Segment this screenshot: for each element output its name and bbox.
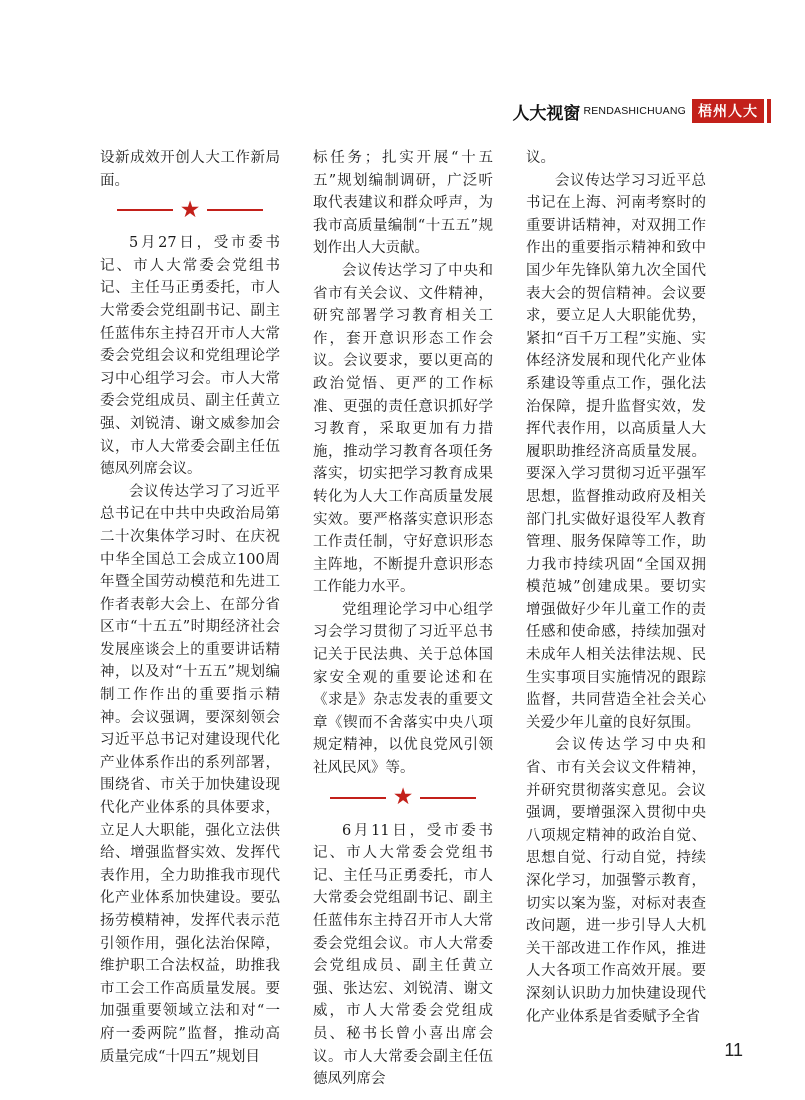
paragraph: 6月11日，受市委书记、市人大常委会党组书记、主任马正勇委托，市人大常委会党组副书记、副主任蓝伟东主持召开市人大常委会党组会议。市人大常委会党组成员、副主任黄立强、张达宏、刘锐清、谢文威，市人大常委会党组成员、秘书长曾小喜出席会议。市人大常委会副主任伍德凤列席会 (313, 822, 493, 1088)
text-column-1 (100, 147, 280, 1068)
paragraph: 设新成效开创人大工作新局面。 (100, 150, 280, 189)
magazine-logo: 梧州人大 (692, 99, 764, 123)
column-title: 人大视窗 (512, 103, 581, 124)
page-number: 11 (724, 1040, 743, 1060)
paragraph: 会议传达学习了中央和省市有关会议、文件精神，研究部署学习教育相关工作，套开意识形态工作会议。会议要求，要以更高的政治觉悟、更严的工作标准、更强的责任意识抓好学习教育，采取更加有力措施，推动学习教育各项任务落实，切实把学习教育成果转化为人大工作高质量发展实效。要严格落实意识形态工作责任制，守好意识形态主阵地，不断提升意识形态工作能力水平。 (313, 262, 493, 596)
page-header (512, 96, 771, 126)
section-divider (100, 197, 280, 223)
text-column-2 (313, 147, 493, 1091)
star-icon: ★ (179, 196, 201, 223)
paragraph: 党组理论学习中心组学习会学习贯彻了习近平总书记关于民法典、关于总体国家安全观的重要论述和在《求是》杂志发表的重要文章《锲而不舍落实中央八项规定精神，以优良党风引领社风民风》等。 (313, 601, 493, 777)
star-icon: ★ (392, 784, 414, 811)
divider-line (330, 797, 386, 799)
paragraph: 会议传达学习习近平总书记在上海、河南考察时的重要讲话精神，对双拥工作作出的重要指示精神和致中国少年先锋队第九次全国代表大会的贺信精神。会议要求，要立足人大职能优势，紧扣“百千万工程”实施、实体经济发展和现代化产业体系建设等重点工作，强化法治保障，提升监督实效，发挥代表作用，以高质量人大履职助推经济高质量发展。要深入学习贯彻习近平强军思想，监督推动政府及相关部门扎实做好退役军人教育管理、服务保障等工作，助力我市持续巩固“全国双拥模范城”创建成果。要切实增强做好少年儿童工作的责任感和使命感，持续加强对未成年人相关法律法规、民生实事项目实施情况的跟踪监督，共同营造全社会关心关爱少年儿童的良好氛围。 (526, 172, 706, 731)
section-divider (313, 785, 493, 811)
paragraph: 会议传达学习了习近平总书记在中共中央政治局第二十次集体学习时、在庆祝中华全国总工会成立100周年暨全国劳动模范和先进工作者表彰大会上、在部分省区市“十五五”时期经济社会发展座谈会上的重要讲话精神，以及对“十五五”规划编制工作作出的重要指示精神。会议强调，要深刻领会习近平总书记对建设现代化产业体系作出的系列部署，围绕省、市关于加快建设现代化产业体系的具体要求，立足人大职能，强化立法供给、增强监督实效、发挥代表作用，全力助推我市现代化产业体系加快建设。要弘扬劳模精神，发挥代表示范引领作用，强化法治保障，维护职工合法权益，助推我市工会工作高质量发展。要加强重要领域立法和对“一府一委两院”监督，推动高质量完成“十四五”规划目 (100, 483, 280, 1065)
divider-line (420, 797, 476, 799)
divider-line (207, 209, 263, 211)
divider-line (117, 209, 173, 211)
text-column-3 (526, 147, 706, 1028)
header-accent-bar (767, 99, 771, 123)
column-pinyin: RENDASHICHUANG (583, 105, 686, 117)
paragraph: 标任务；扎实开展“十五五”规划编制调研，广泛听取代表建议和群众呼声，为我市高质量编制“十五五”规划作出人大贡献。 (313, 150, 493, 257)
paragraph: 议。 (526, 150, 555, 166)
paragraph: 5月27日，受市委书记、市人大常委会党组书记、主任马正勇委托，市人大常委会党组副书记、副主任蓝伟东主持召开市人大常委会党组会议和党组理论学习中心组学习会。市人大常委会党组成员、副主任黄立强、刘锐清、谢文威参加会议，市人大常委会副主任伍德凤列席会议。 (100, 235, 280, 478)
paragraph: 会议传达学习中央和省、市有关会议文件精神，并研究贯彻落实意见。会议强调，要增强深入贯彻中央八项规定精神的政治自觉、思想自觉、行动自觉，持续深化学习，加强警示教育，切实以案为鉴，对标对表查改问题，进一步引导人大机关干部改进工作作风，推进人大各项工作高效开展。要深刻认识助力加快建设现代化产业体系是省委赋予全省 (526, 737, 706, 1025)
